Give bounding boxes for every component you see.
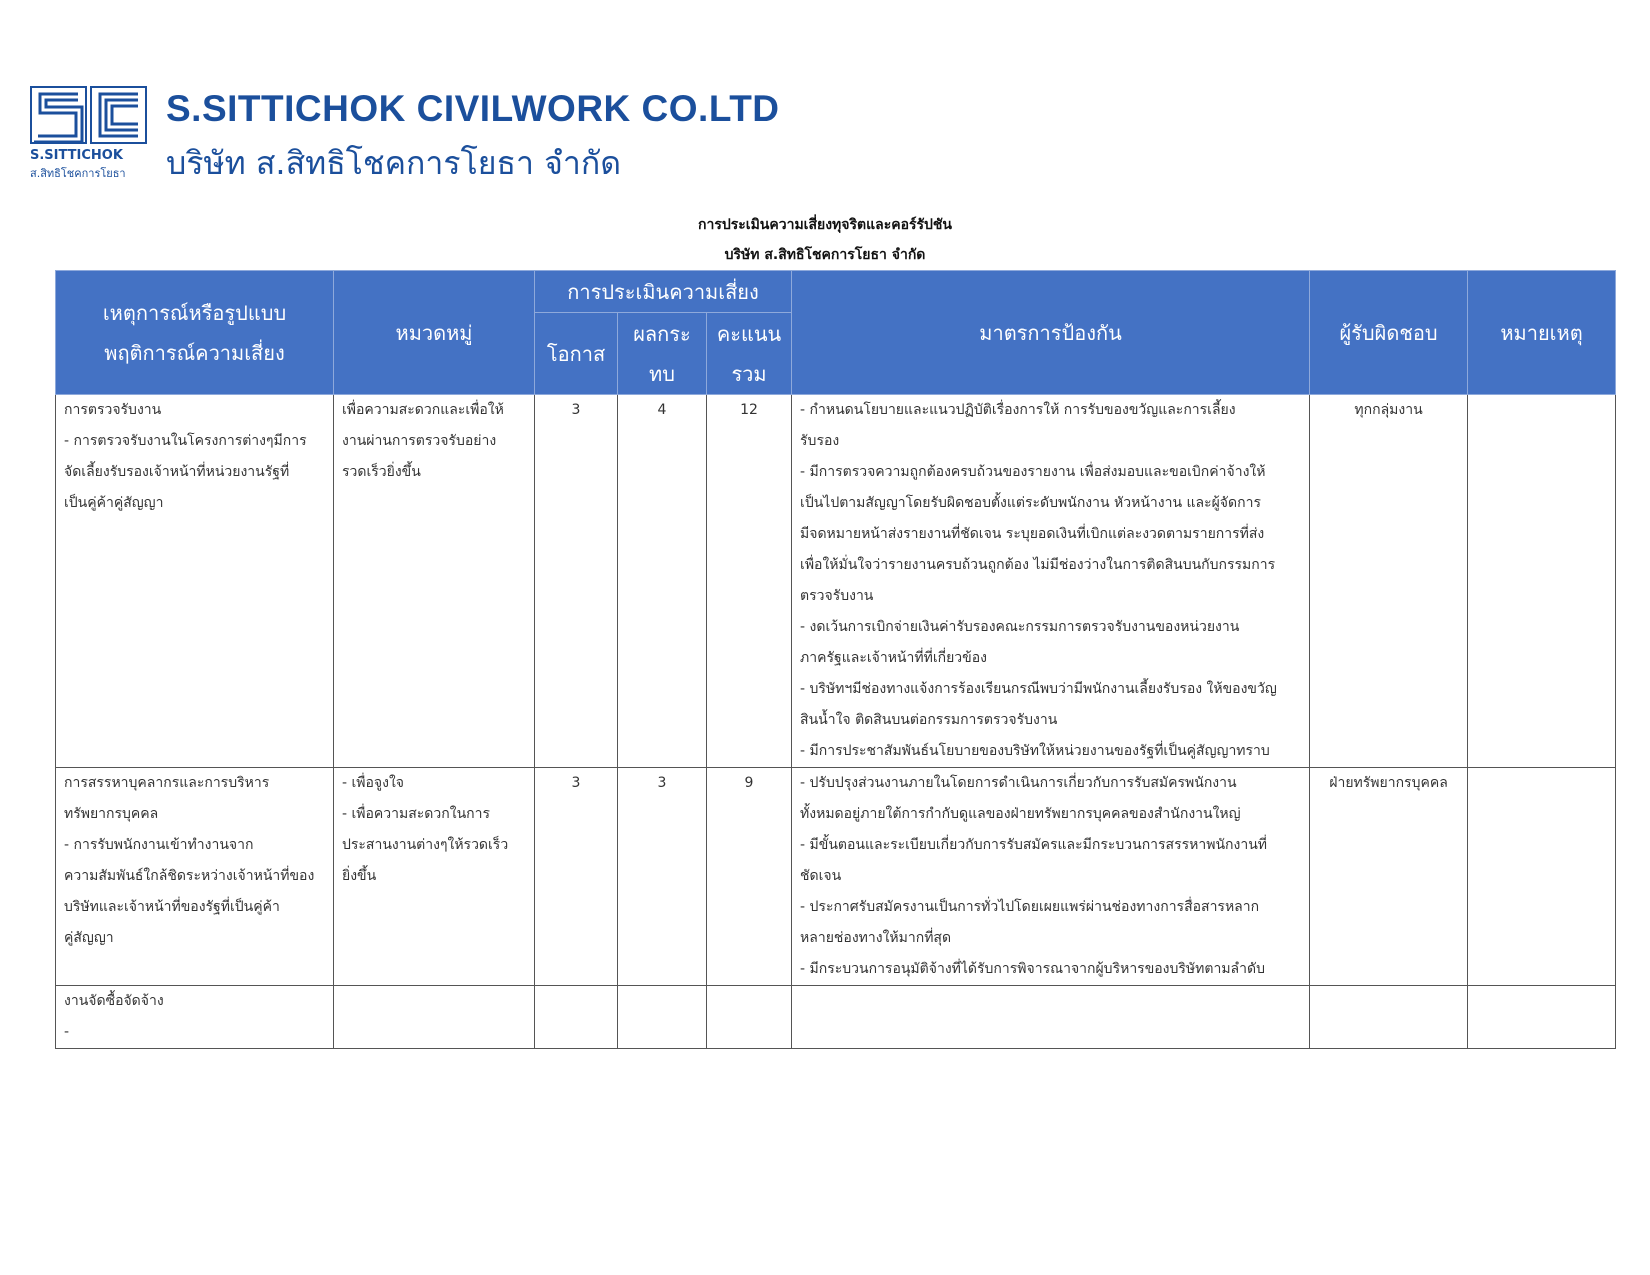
cell-line: มีจดหมายหน้าส่งรายงานที่ชัดเจน ระบุยอดเงินที่เบิกแต่ละงวดตามรายการที่ส่ง <box>800 526 1265 542</box>
cell-line: การตรวจรับงาน <box>64 402 162 418</box>
cell-owner: ทุกกลุ่มงาน <box>1310 395 1468 768</box>
cell-line: ประสานงานต่างๆให้รวดเร็ว <box>342 837 509 853</box>
cell-line: เป็นคู่ค้าคู่สัญญา <box>64 495 164 511</box>
cell-measures <box>792 768 1310 986</box>
header-measures: มาตรการป้องกัน <box>792 271 1310 395</box>
header-impact-line: ผลกระ <box>633 321 691 346</box>
cell-line: ภาครัฐและเจ้าหน้าที่ที่เกี่ยวข้อง <box>800 650 987 666</box>
cell-line: บริษัทและเจ้าหน้าที่ของรัฐที่เป็นคู่ค้า <box>64 899 280 915</box>
cell-line: การสรรหาบุคลากรและการบริหาร <box>64 775 270 791</box>
cell-impact: 3 <box>618 768 707 986</box>
company-name-th: บริษัท ส.สิทธิโชคการโยธา จำกัด <box>166 144 622 182</box>
cell-line: - มีขั้นตอนและระเบียบเกี่ยวกับการรับสมัครและมีกระบวนการสรรหาพนักงานที่ <box>800 837 1267 853</box>
cell-line: สินน้ำใจ ติดสินบนต่อกรรมการตรวจรับงาน <box>800 712 1058 728</box>
cell-line: - <box>64 1024 70 1040</box>
cell-line: - งดเว้นการเบิกจ่ายเงินค่ารับรองคณะกรรมการตรวจรับงานของหน่วยงาน <box>800 619 1240 635</box>
cell-score <box>707 986 792 1049</box>
header-impact <box>618 313 707 395</box>
cell-line: เพื่อให้มั่นใจว่ารายงานครบถ้วนถูกต้อง ไม่มีช่องว่างในการติดสินบนกับกรรมการ <box>800 557 1276 573</box>
cell-line: - มีกระบวนการอนุมัติจ้างที่ได้รับการพิจารณาจากผู้บริหารของบริษัทตามลำดับ <box>800 961 1265 977</box>
cell-line: - กำหนดนโยบายและแนวปฏิบัติเรื่องการให้ การรับของขวัญและการเลี้ยง <box>800 402 1236 418</box>
cell-score: 9 <box>707 768 792 986</box>
cell-line: รวดเร็วยิ่งขึ้น <box>342 464 421 480</box>
cell-line: คู่สัญญา <box>64 930 114 946</box>
header-category: หมวดหมู่ <box>334 271 535 395</box>
cell-impact <box>618 986 707 1049</box>
cell-likelihood <box>535 986 618 1049</box>
company-name-en: S.SITTICHOK CIVILWORK CO.LTD <box>166 88 780 129</box>
company-logo <box>30 86 780 182</box>
cell-likelihood: 3 <box>535 395 618 768</box>
cell-line: - ปรับปรุงส่วนงานภายในโดยการดำเนินการเกี่ยวกับการรับสมัครพนักงาน <box>800 775 1237 791</box>
cell-line: - การตรวจรับงานในโครงการต่างๆมีการ <box>64 433 307 449</box>
header-remark: หมายเหตุ <box>1468 271 1616 395</box>
cell-line: รับรอง <box>800 433 840 449</box>
cell-event <box>56 395 334 768</box>
cell-line: เป็นไปตามสัญญาโดยรับผิดชอบตั้งแต่ระดับพนักงาน หัวหน้างาน และผู้จัดการ <box>800 495 1261 511</box>
cell-line: - เพื่อจูงใจ <box>342 775 405 791</box>
header-likelihood: โอกาส <box>535 313 618 395</box>
cell-category <box>334 768 535 986</box>
cell-line: จัดเลี้ยงรับรองเจ้าหน้าที่หน่วยงานรัฐที่ <box>64 464 290 480</box>
table-row <box>56 395 1616 768</box>
header-score-line: รวม <box>731 361 767 386</box>
cell-line: งานจัดซื้อจัดจ้าง <box>64 993 164 1009</box>
cell-remark <box>1468 395 1616 768</box>
header-event-line: เหตุการณ์หรือรูปแบบ <box>102 300 287 325</box>
cell-measures <box>792 986 1310 1049</box>
cell-line: - ประกาศรับสมัครงานเป็นการทั่วไปโดยเผยแพร่ผ่านช่องทางการสื่อสารหลาก <box>800 899 1260 915</box>
cell-line: ชัดเจน <box>800 868 842 884</box>
table-row <box>56 768 1616 986</box>
cell-line: ความสัมพันธ์ใกล้ชิดระหว่างเจ้าหน้าที่ของ <box>64 868 315 884</box>
header-event <box>56 271 334 395</box>
cell-score: 12 <box>707 395 792 768</box>
cell-measures <box>792 395 1310 768</box>
risk-assessment-table <box>55 270 1616 1049</box>
header-score-line: คะแนน <box>716 321 782 346</box>
cell-likelihood: 3 <box>535 768 618 986</box>
header-assessment: การประเมินความเสี่ยง <box>535 271 792 313</box>
logo-name-th: ส.สิทธิโชคการโยธา <box>30 167 126 180</box>
cell-line: - บริษัทฯมีช่องทางแจ้งการร้องเรียนกรณีพบว่ามีพนักงานเลี้ยงรับรอง ให้ของขวัญ <box>800 681 1277 697</box>
cell-line: งานผ่านการตรวจรับอย่าง <box>342 433 497 449</box>
header-event-line: พฤติการณ์ความเสี่ยง <box>104 340 285 365</box>
cell-owner <box>1310 986 1468 1049</box>
cell-line: - การรับพนักงานเข้าทำงานจาก <box>64 837 254 853</box>
logo-mark-icon <box>30 86 148 146</box>
cell-line: - มีการประชาสัมพันธ์นโยบายของบริษัทให้หน่วยงานของรัฐที่เป็นคู่สัญญาทราบ <box>800 743 1270 759</box>
cell-line: ทรัพยากรบุคคล <box>64 806 159 822</box>
cell-category <box>334 395 535 768</box>
cell-line: - มีการตรวจความถูกต้องครบถ้วนของรายงาน เพื่อส่งมอบและขอเบิกค่าจ้างให้ <box>800 464 1266 480</box>
logo-name: S.SITTICHOK <box>30 148 123 163</box>
cell-impact: 4 <box>618 395 707 768</box>
document-title: การประเมินความเสี่ยงทุจริตและคอร์รัปชัน <box>698 217 952 233</box>
header-impact-line: ทบ <box>649 361 675 386</box>
cell-line: ทั้งหมดอยู่ภายใต้การกำกับดูแลของฝ่ายทรัพยากรบุคคลของสำนักงานใหญ่ <box>800 806 1241 822</box>
cell-owner: ฝ่ายทรัพยากรบุคคล <box>1310 768 1468 986</box>
cell-line: เพื่อความสะดวกและเพื่อให้ <box>342 402 504 418</box>
header-score <box>707 313 792 395</box>
cell-line: - เพื่อความสะดวกในการ <box>342 806 490 822</box>
header-owner: ผู้รับผิดชอบ <box>1310 271 1468 395</box>
cell-event <box>56 768 334 986</box>
cell-event <box>56 986 334 1049</box>
cell-remark <box>1468 986 1616 1049</box>
cell-remark <box>1468 768 1616 986</box>
table-row <box>56 986 1616 1049</box>
cell-category <box>334 986 535 1049</box>
document-subtitle: บริษัท ส.สิทธิโชคการโยธา จำกัด <box>724 247 926 263</box>
cell-line: หลายช่องทางให้มากที่สุด <box>800 930 952 946</box>
cell-line: ยิ่งขึ้น <box>342 868 377 884</box>
cell-line: ตรวจรับงาน <box>800 588 874 604</box>
